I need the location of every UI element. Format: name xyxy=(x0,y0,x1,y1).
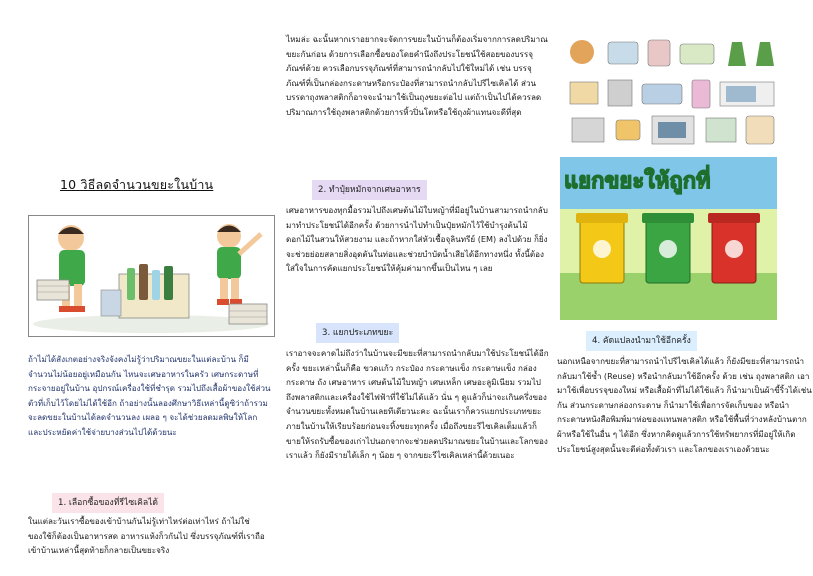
section-2-heading: 2. ทำปุ๋ยหมักจากเศษอาหาร xyxy=(312,180,427,200)
intro-paragraph: ถ้าไม่ได้สังเกตอย่างจริงจังคงไม่รู้ว่าปริมาณขยะในแต่ละบ้าน ก็มีจำนวนไม่น้อยอยู่เหมือนกัน ไหนจะเศษอาหารในครัว เศษกระดาษที่กระจายอยู่ในบ้าน อุปกรณ์เครื่องใช้ที่ชำรุด รวมไปถึงเสื้อผ้าของใช้ส่วนตัวที่เก็บไว้โดยไม่ได้ใช้อีก ถ้าอย่างนั้นลองศึกษาวิธีเหล่านี้ดูซิว่าถ้ารวมจะลดขยะในบ้านได้ลดจำนวนลง เผลอ ๆ จะได้ช่วยลดมลพิษให้โลก และประหยัดค่าใช้จ่ายบางส่วนไปได้ด้วยนะ xyxy=(28,354,271,437)
section-1-heading: 1. เลือกซื้อของที่รีไซเคิลได้ xyxy=(52,493,164,513)
section-2-body: เศษอาหารของทุกมื้อรวมไปถึงเศษต้นไม้ใบหญ้าที่มีอยู่ในบ้านสามารถนำกลับมาทำประโยชน์ได้อีกครั้ง ด้วยการนำไปทำเป็นปุ๋ยหมักไว้ใช้บำรุงต้นไม้ ดอกไม้ในสวนให้สวยงาม และถ้าหากใส่หัวเชื้อจุลินทรีย์ (EM) ลงไปด้วย ก็ยิ่งจะช่วยย่อยสลายสิ่งอุดตันในท่อและช่วยบำบัดน้ำเสียได้อีกทางหนึ่ง ทั้งนี้ต้องใส่ใจในการคัดแยกประโยชน์ให้คุ้มค่ามากขึ้นเป็นไหน ๆ เลย xyxy=(286,205,548,274)
banner-title: แยกขยะให้ถูกที่ xyxy=(564,169,711,194)
section-3-heading: 3. แยกประเภทขยะ xyxy=(316,323,399,343)
kids-recycling-illustration xyxy=(29,216,274,336)
cover-illustration xyxy=(28,215,275,337)
household-items-image xyxy=(560,30,785,150)
household-items-icon xyxy=(560,30,785,150)
section-1-body: ในแต่ละวันเราซื้อของเข้าบ้านกันไม่รู้เท่าไหร่ต่อเท่าไหร่ ถ้าไม่ใช่ของใช้ก็ต้องเป็นอาหารสด อาหารแห้งก็วกันไป ซึ่งบรรจุภัณฑ์ที่เราถือเข้าบ้านเหล่านี้สุดท้ายก็กลายเป็นขยะจริง xyxy=(28,516,265,556)
page-title: 10 วิธีลดจำนวนขยะในบ้าน xyxy=(60,177,214,192)
section-1-continued: ไหมล่ะ ฉะนั้นหากเราอยากจะจัดการขยะในบ้านก็ต้องเริ่มจากการลดปริมาณขยะกันก่อน ด้วยการเลือกซื้อของโดยคำนึงถึงประโยชน์ใช้สอยของบรรจุภัณฑ์ด้วย ควรเลือกบรรจุภัณฑ์ที่สามารถนำกลับไปใช้ใหม่ได้ เช่น บรรจุภัณฑ์ที่เป็นกล่องกระดาษหรือกระป๋องที่สามารถนำกลับไปรีไซเคิลได้ ส่วนบรรดาถุงพลาสติกก็อาจจะนำมาใช้เป็นถุงขยะต่อไป แต่ถ้าเป็นไปได้ควรลดปริมาณการใช้ถุงพลาสติกด้วยการหิ้วปิ่นโตหรือใช้ถุงผ้าแทนจะดีที่สุด xyxy=(286,34,548,117)
section-4-body: นอกเหนือจากขยะที่สามารถนำไปรีไซเคิลได้แล้ว ก็ยังมีขยะที่สามารถนำกลับมาใช้ซ้ำ (Reuse) หรือนำกลับมาใช้อีกครั้ง ด้วย เช่น ถุงพลาสติก เอามาใช้เพื่อบรรจุของใหม่ หรือเสื้อผ้าที่ไม่ได้ใช้แล้ว ก็นำมาเป็นผ้าขี้ริ้วได้เช่นกัน ส่วนกระดาษกล่องกระดาษ ก็นำมาใช้เพื่อการจัดเก็บของ หรือนำกระดาษหนังสือพิมพ์มาห่อของแทนพลาสติก หรือใช้พื้นที่ว่างหลังบ้านตากผ้าหรือใช้ในอื่น ๆ ได้อีก ซึ่งหากคิดดูแล้วการใช้ทรัพยากรที่มีอยู่ให้เกิดประโยชน์สูงสุดนั้นจะดีต่อทั้งตัวเรา และโลกของเราเองด้วยนะ xyxy=(557,356,812,454)
sorting-banner xyxy=(560,157,777,320)
section-3-body: เราอาจจะคาดไม่ถึงว่าในบ้านจะมีขยะที่สามารถนำกลับมาใช้ประโยชน์ได้อีกครั้ง ขยะเหล่านั้นก็คือ ขวดแก้ว กระป๋อง กระดาษแข็ง กระดาษแข็ง กล่องกระดาษ ถัง เศษอาหาร เศษต้นไม้ใบหญ้า เศษเหล็ก เศษอะลูมิเนียม รวมไปถึงพลาสติกและเครื่องใช้ไฟฟ้าที่ใช้ไม่ได้แล้ว นั่น ๆ ดูแล้วก็น่าจะเกินครึ่งของจำนวนขยะทั้งหมดในบ้านเลยทีเดียวนะคะ ฉะนั้นเราก็ควรแยกประเภทขยะภายในบ้านให้เรียบร้อยก่อนจะทิ้งขยะทุกครั้ง เมื่อถึงขยะรีไซเคิลเต็มแล้วก็ขายให้รถรับซื้อของเก่าไปนอกจากจะช่วยลดปริมาณขยะในบ้านและโลกของเราแล้ว ก็ยังมีรายได้เล็ก ๆ น้อย ๆ จากขยะรีไซเคิลเหล่านี้ด้วยเนอะ xyxy=(286,348,549,461)
section-4-heading: 4. คัดแปลงนำมาใช้อีกครั้ง xyxy=(586,331,697,351)
